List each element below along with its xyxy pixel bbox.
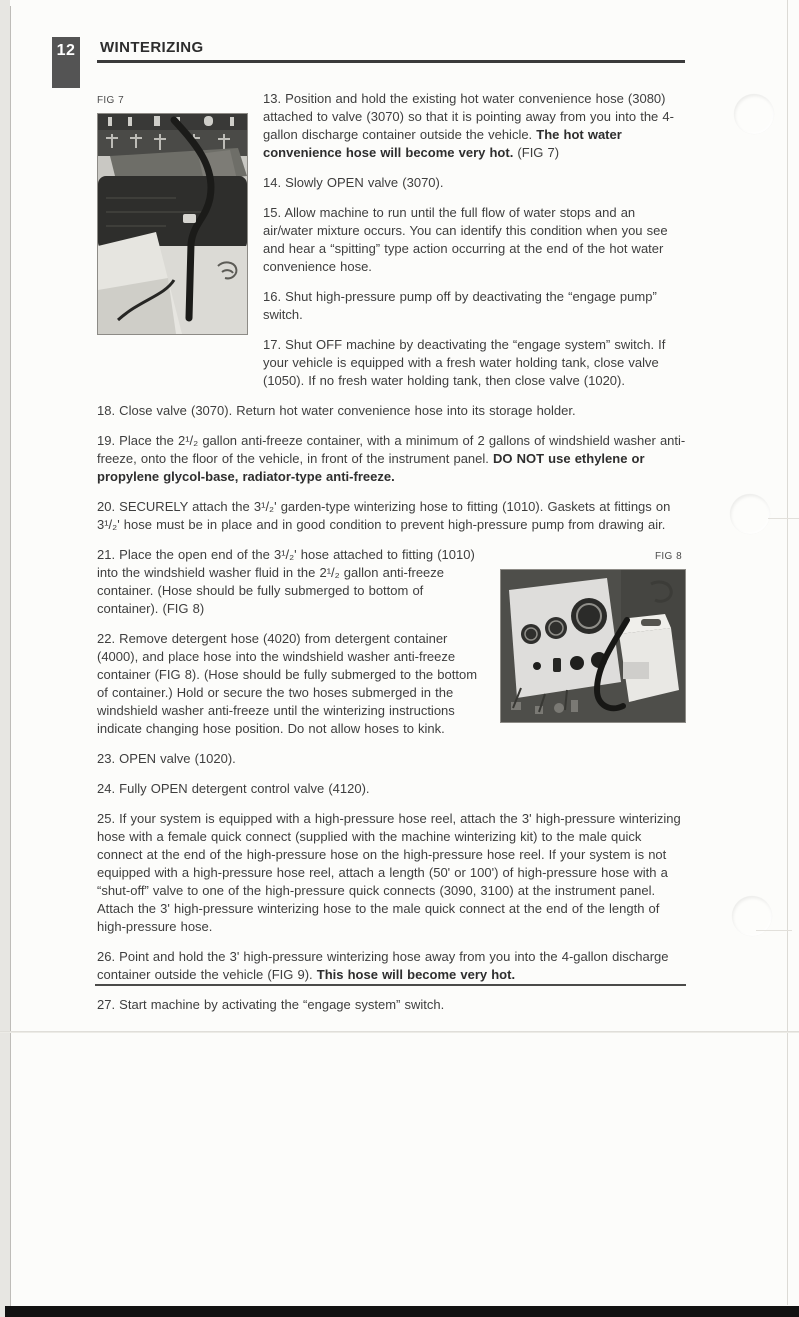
figure8-text-region (97, 546, 686, 750)
step-17 (263, 336, 686, 390)
step-14-text: 14. Slowly OPEN valve (3070). (263, 175, 444, 190)
step-18 (97, 402, 686, 420)
step-20 (97, 498, 686, 534)
step-19-text: 19. Place the 2¹/₂ gallon anti-freeze container, with a minimum of 2 gallons of windshield washer anti-freeze, onto the floor of the vehicle, in front of the instrument panel. (97, 433, 686, 466)
step-13-text: 13. Position and hold the existing hot water convenience hose (3080) attached to valve (3070) so that it is pointing away from you into the 4-gallon discharge container outside the vehicle. (263, 91, 674, 142)
step-27-text: 27. Start machine by activating the “engage system” switch. (97, 997, 445, 1012)
punch-hole-artifact (734, 94, 774, 134)
step-25-text: 25. If your system is equipped with a high-pressure hose reel, attach the 3' high-pressure winterizing hose with a female quick connect (supplied with the machine winterizing kit) to the male quick connect at the end of the high-pressure hose on the high-pressure hose reel. If your system is not equipped with a high-pressure hose reel, attach a length (50' or 100') of high-pressure hose with a “shut-off” valve to one of the high-pressure quick connects (3090, 3100) at the instrument panel. Attach the 3' high-pressure winterizing hose to the male quick connect at the end of the length of high-pressure hose. (97, 811, 681, 934)
figure8-block (500, 546, 686, 750)
step-16-text: 16. Shut high-pressure pump off by deactivating the “engage pump” switch. (263, 289, 657, 322)
page-number-badge: 12 (52, 37, 80, 88)
step-16 (263, 288, 686, 324)
scanner-bed-bar (5, 1306, 799, 1317)
step-26-warning: This hose will become very hot. (316, 967, 516, 982)
step-17-text: 17. Shut OFF machine by deactivating the “engage system” switch. If your vehicle is equipped with a fresh water holding tank, close valve (1050). If no fresh water holding tank, then close valve (1020). (263, 337, 666, 388)
header-rule (97, 60, 685, 63)
step-24 (97, 780, 686, 798)
step-21-text: 21. Place the open end of the 3¹/₂' hose attached to fitting (1010) into the windshield washer fluid in the 2¹/₂ gallon anti-freeze container. (Hose should be fully submerged to bottom of container). (FIG 8) (97, 547, 475, 616)
step-19-warning: DO NOT use ethylene or propylene glycol-base, radiator-type anti-freeze. (97, 451, 645, 484)
step-20-text: 20. SECURELY attach the 3¹/₂' garden-type winterizing hose to fitting (1010). Gaskets at fittings on 3¹/₂' hose must be in place and in good condition to prevent high-pressure pump from drawing air. (97, 499, 671, 532)
scan-line-artifact (756, 930, 792, 931)
figure8-photo (500, 569, 686, 723)
steps-13-17 (263, 90, 686, 402)
figure7-label: FIG 7 (97, 95, 125, 106)
punch-hole-artifact (730, 494, 770, 534)
step-21 (97, 546, 484, 618)
figure7-block (97, 90, 248, 402)
step-13-warning: The hot water convenience hose will become very hot. (263, 127, 622, 160)
scan-edge-strip (0, 0, 10, 1317)
page-edge-crease (0, 1031, 799, 1033)
step-23-text: 23. OPEN valve (1020). (97, 751, 236, 766)
instructions-body (97, 90, 686, 1026)
page-title: WINTERIZING (100, 39, 204, 56)
figure7-photo (97, 113, 248, 335)
step-15-text: 15. Allow machine to run until the full flow of water stops and an air/water mixture occurs. You can identify this condition when you see and hear a “spitting” type action occurring at the end of the hot water convenience hose. (263, 205, 668, 274)
figure8-label: FIG 8 (654, 551, 682, 562)
scan-edge-line-left (10, 6, 11, 1306)
step-25 (97, 810, 686, 936)
scan-line-artifact (768, 518, 799, 519)
step-19 (97, 432, 686, 486)
scan-edge-line-right (787, 0, 788, 1305)
step-27 (97, 996, 686, 1014)
step-24-text: 24. Fully OPEN detergent control valve (4120). (97, 781, 370, 796)
figure7-text-region (97, 90, 686, 402)
footer-rule (95, 984, 686, 986)
step-14 (263, 174, 686, 192)
step-13 (263, 90, 686, 162)
step-22-text: 22. Remove detergent hose (4020) from detergent container (4000), and place hose into the windshield washer anti-freeze container (FIG 8). (Hose should be fully submerged to the bottom of container.) Hold or secure the two hoses submerged in the windshield washer anti-freeze until the winterizing instructions indicate changing hose position. Do not allow hoses to kink. (97, 631, 478, 736)
step-26-text: 26. Point and hold the 3' high-pressure winterizing hose away from you into the 4-gallon discharge container outside the vehicle (FIG 9). (97, 949, 669, 982)
step-15 (263, 204, 686, 276)
step-23 (97, 750, 686, 768)
step-26 (97, 948, 686, 984)
step-22 (97, 630, 484, 738)
step-18-text: 18. Close valve (3070). Return hot water convenience hose into its storage holder. (97, 403, 576, 418)
step-13-figref: (FIG 7) (513, 145, 560, 160)
steps-21-22 (97, 546, 484, 750)
